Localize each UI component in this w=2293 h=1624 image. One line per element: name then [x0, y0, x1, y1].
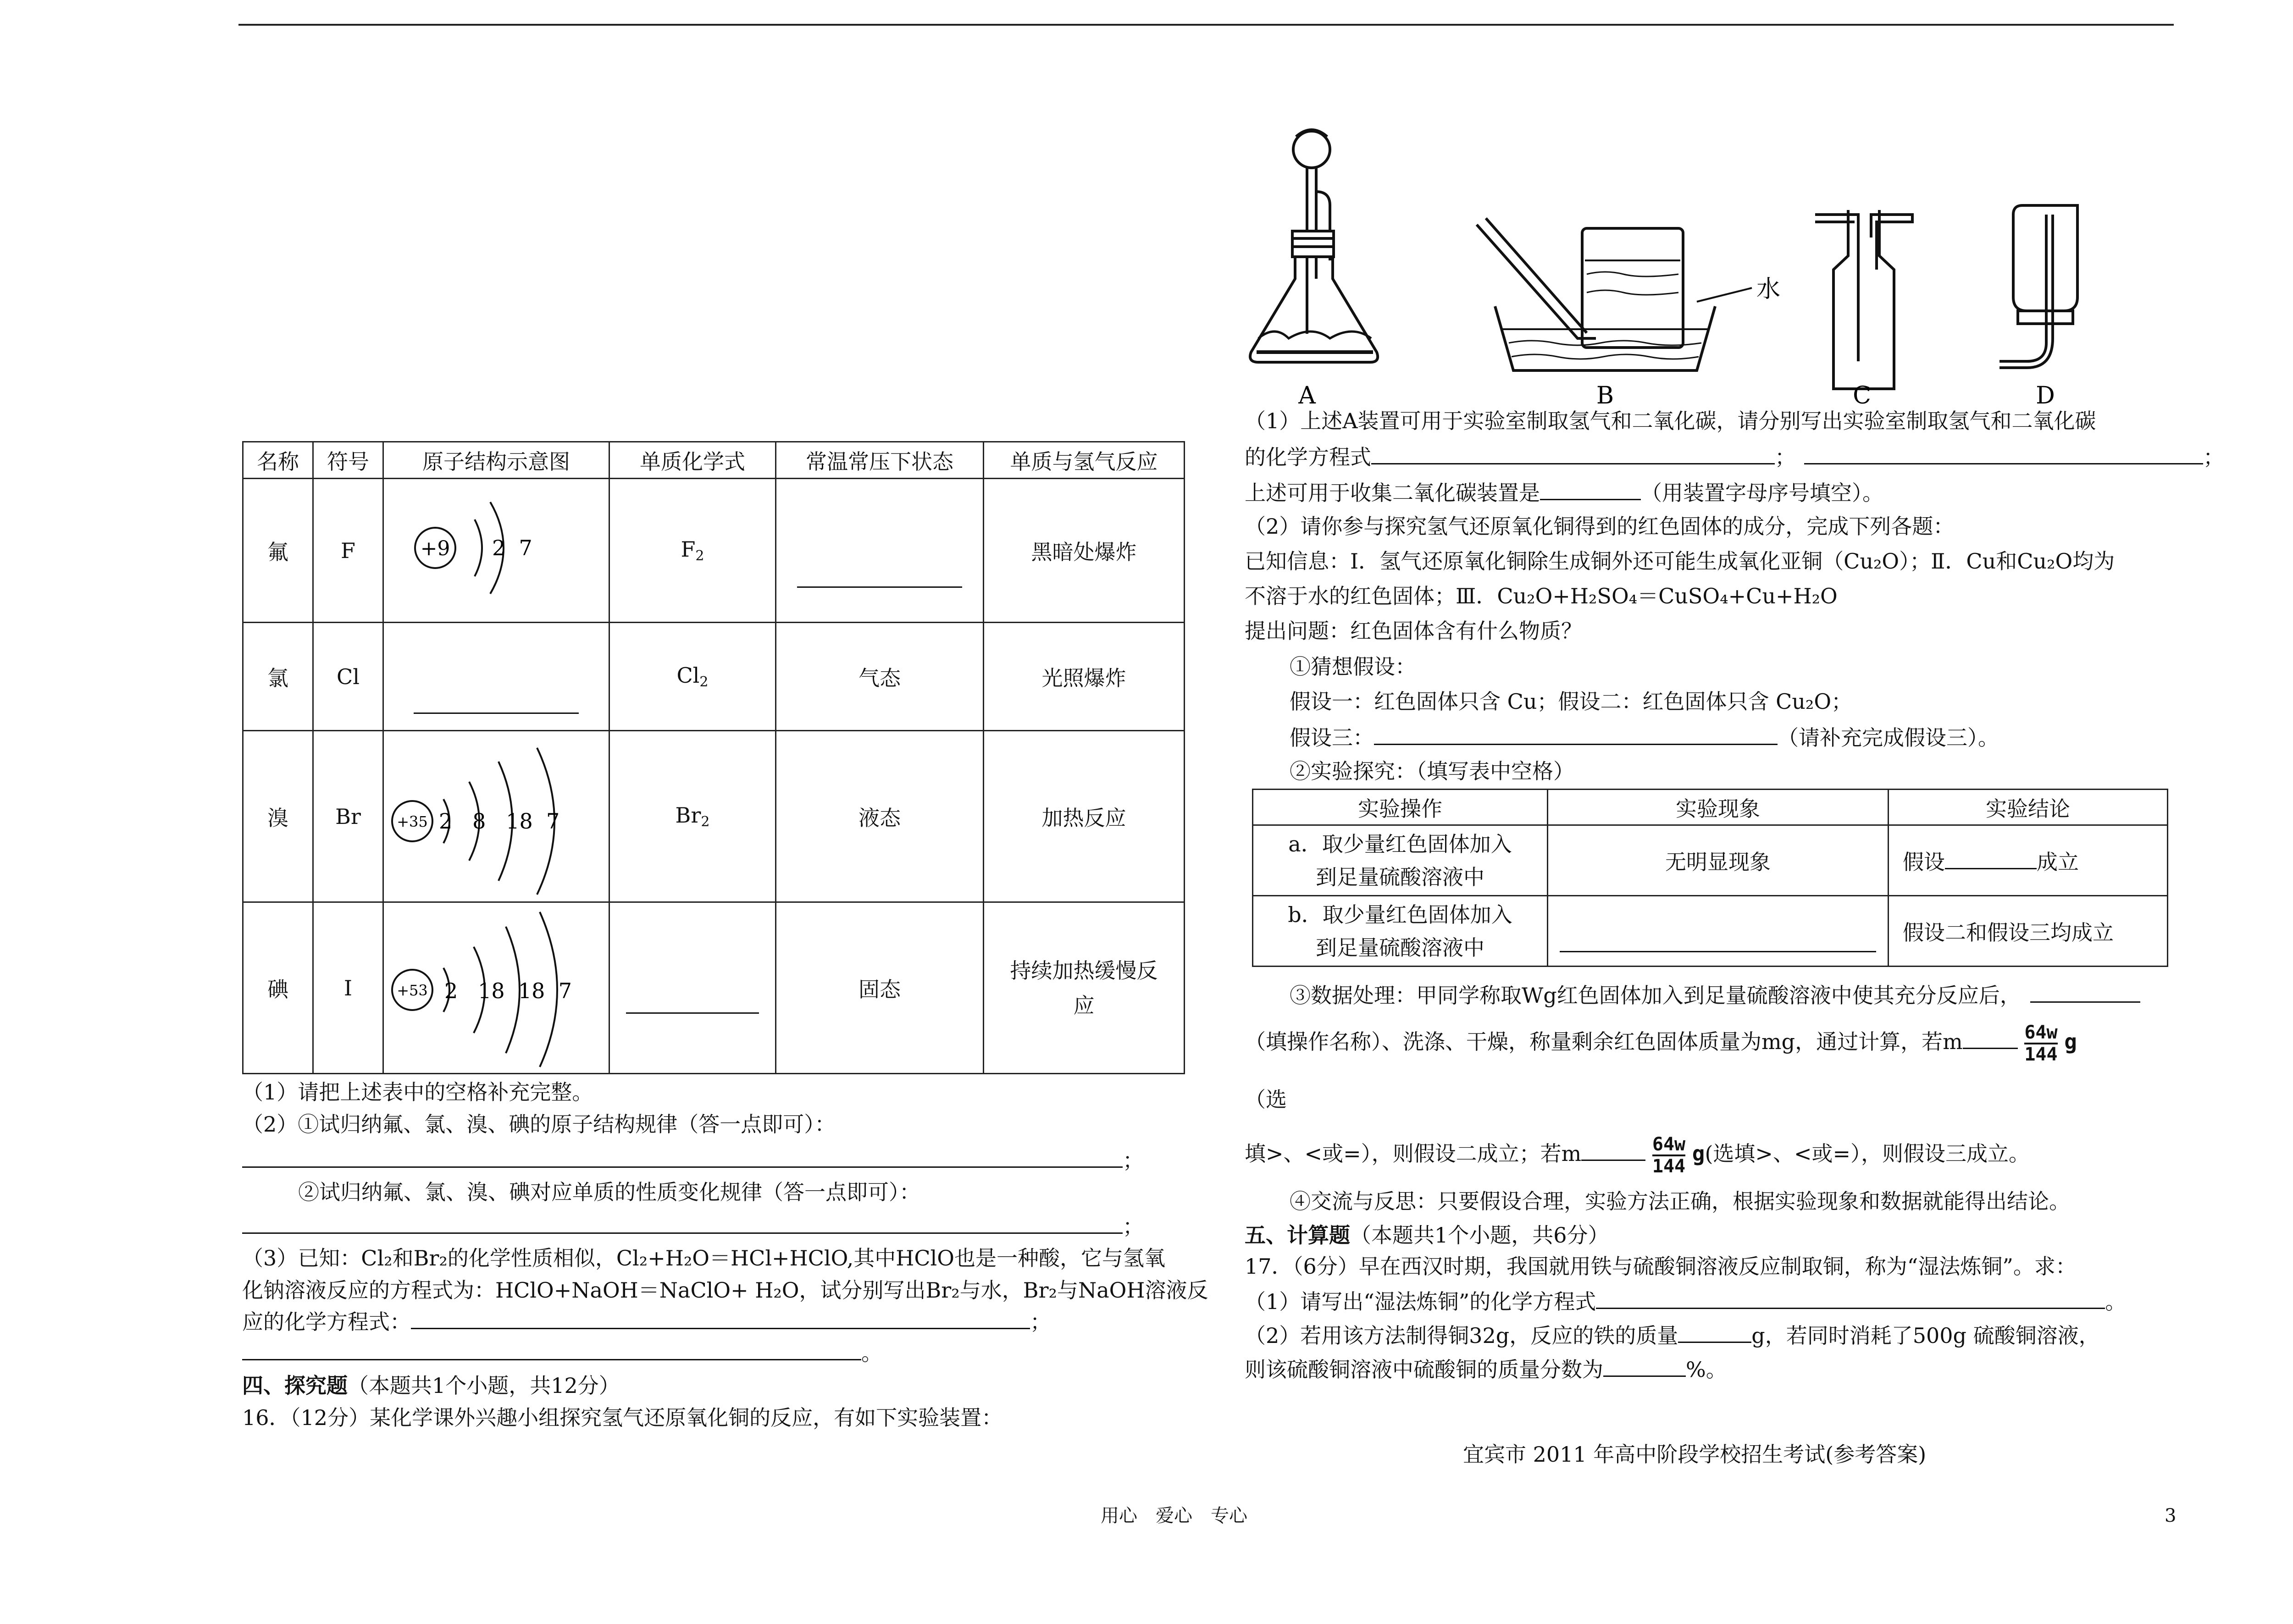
table-header: 符号	[313, 442, 383, 479]
answer-blank[interactable]	[1581, 1139, 1645, 1161]
answer-blank[interactable]	[1945, 848, 2037, 869]
p1-line-2: 的化学方程式 ； ；	[1245, 443, 2224, 471]
element-symbol: I	[313, 902, 383, 1074]
table-header: 单质化学式	[609, 442, 776, 479]
q17-sub-2: （2）若用该方法制得铜32g，反应的铁的质量 g，若同时消耗了500g 硫酸铜溶液，	[1245, 1321, 2100, 1349]
table-header: 单质与氢气反应	[984, 442, 1185, 479]
label-a: A	[1298, 382, 1316, 407]
element-formula: $Br_2$	[609, 731, 776, 902]
section-5-heading: 五、计算题（本题共1个小题，共6分）	[1245, 1223, 1609, 1248]
element-symbol: Cl	[313, 623, 383, 731]
table-row	[243, 479, 1185, 623]
shell-electrons: 2 7	[492, 536, 532, 560]
answer-blank[interactable]	[1371, 443, 1775, 464]
element-name: 溴	[243, 731, 313, 902]
nucleus-label: +9	[420, 537, 450, 560]
formula-blank-cell	[609, 902, 776, 1074]
answer-blank[interactable]	[1963, 1027, 2018, 1049]
q16-text: 16．（12分）某化学课外兴趣小组探究氢气还原氧化铜的反应，有如下实验装置：	[242, 1405, 1003, 1430]
info-line-1: 已知信息：Ⅰ．氢气还原氧化铜除生成铜外还可能生成氧化亚铜（Cu₂O）；Ⅱ．Cu和Cu₂O均为	[1245, 549, 2115, 574]
sub-q3-answer-line: ；	[242, 1212, 1144, 1240]
answer-blank[interactable]	[414, 694, 579, 714]
page-number: 3	[2165, 1505, 2177, 1526]
apparatus-figure	[1238, 123, 2137, 407]
hypothesis-3: 假设三： （请补充完成假设三）。	[1290, 724, 1999, 751]
sub-q1: （1）请把上述表中的空格补充完整。	[242, 1080, 593, 1105]
fraction: $\frac{64w}{144}$	[2024, 1022, 2058, 1065]
data-line-2: （填操作名称）、洗涤、干燥，称量剩余红色固体质量为mg，通过计算，若m $\frac{64w}{144}$ g	[1245, 1022, 2077, 1065]
nucleus-label: +35	[397, 813, 428, 830]
table-row	[243, 623, 1185, 731]
element-symbol: Br	[313, 731, 383, 902]
answer-blank[interactable]	[242, 1146, 1123, 1168]
answer-blank[interactable]	[242, 1339, 861, 1360]
label-c: C	[1853, 382, 1871, 407]
p2-text: （2）请你参与探究氢气还原氧化铜得到的红色固体的成分，完成下列各题：	[1245, 514, 1955, 539]
shell-electrons: 2 8 18 7	[439, 809, 560, 834]
fraction: $\frac{64w}{144}$	[1652, 1134, 1686, 1177]
element-table	[242, 441, 1185, 1074]
shell-electrons: 2 18 18 7	[444, 978, 572, 1003]
data-line-1: ③数据处理：甲同学称取Wg红色固体加入到足量硫酸溶液中使其充分反应后，	[1290, 981, 2140, 1009]
atom-diagram-blank-cell	[383, 623, 609, 731]
table-row	[1253, 825, 2168, 896]
element-state: 固态	[776, 902, 984, 1074]
header-rule	[238, 24, 2174, 26]
answer-blank[interactable]	[1596, 1287, 2105, 1309]
question-text: 提出问题：红色固体含有什么物质？	[1245, 619, 1582, 643]
apparatus-a-icon	[1250, 130, 1378, 362]
atom-diagram-iodine	[383, 902, 609, 1074]
answer-blank[interactable]	[1560, 933, 1876, 952]
operation-cell: a．取少量红色固体加入 到足量硫酸溶液中	[1253, 825, 1548, 896]
data-line-3: （选	[1245, 1087, 1287, 1112]
reflect-text: ④交流与反思：只要假设合理，实验方法正确，根据实验现象和数据就能得出结论。	[1290, 1189, 2070, 1214]
sub-q4-line-1: （3）已知：Cl₂和Br₂的化学性质相似，Cl₂+H₂O＝HCl+HClO,其中HClO也是一种酸，它与氢氧	[242, 1246, 1165, 1270]
p1-line-3: 上述可用于收集二氧化碳装置是 （用装置字母序号填空）。	[1245, 479, 1883, 507]
answer-blank[interactable]	[797, 568, 962, 588]
explore-text: ②实验探究：（填写表中空格）	[1290, 759, 1574, 784]
conclusion-cell: 假设二和假设三均成立	[1889, 896, 2168, 967]
answer-blank[interactable]	[411, 1308, 1030, 1329]
answer-blank[interactable]	[1374, 724, 1778, 745]
element-state: 气态	[776, 623, 984, 731]
table-row	[243, 902, 1185, 1074]
sub-q4-line-2: 化钠溶液反应的方程式为：HClO+NaOH＝NaClO+ H₂O，试分别写出Br₂与水，Br₂与NaOH溶液反	[242, 1278, 1208, 1303]
answer-blank[interactable]	[242, 1212, 1123, 1234]
sub-q2-answer-line: ；	[242, 1146, 1144, 1174]
label-b: B	[1596, 382, 1614, 407]
nucleus-label: +53	[397, 982, 428, 999]
q17-sub-1: （1）请写出“湿法炼铜”的化学方程式 。	[1245, 1287, 2126, 1315]
table-row	[243, 731, 1185, 902]
table-header: 常温常压下状态	[776, 442, 984, 479]
q17-text: 17．（6分）早在西汉时期，我国就用铁与硫酸铜溶液反应制取铜，称为“湿法炼铜”。求：	[1245, 1254, 2077, 1279]
element-name: 氯	[243, 623, 313, 731]
guess-text: ①猜想假设：	[1290, 654, 1416, 679]
state-blank-cell	[776, 479, 984, 623]
conclusion-cell: 假设 成立	[1889, 825, 2168, 896]
table-header: 原子结构示意图	[383, 442, 609, 479]
answer-blank[interactable]	[1603, 1355, 1686, 1377]
info-line-2: 不溶于水的红色固体；Ⅲ．Cu₂O+H₂SO₄＝CuSO₄+Cu+H₂O	[1245, 584, 1838, 608]
hypothesis-1-2: 假设一：红色固体只含 Cu；假设二：红色固体只含 Cu₂O；	[1290, 689, 1853, 714]
sub-q2: （2）①试归纳氟、氯、溴、碘的原子结构规律（答一点即可）：	[242, 1112, 836, 1137]
sub-q4-line-3: 应的化学方程式： ；	[242, 1308, 1051, 1336]
exam-title: 宜宾市 2011 年高中阶段学校招生考试(参考答案)	[1463, 1442, 1927, 1467]
footer-motto: 用心 爱心 专心	[1101, 1505, 1247, 1526]
element-state: 液态	[776, 731, 984, 902]
label-d: D	[2036, 382, 2055, 407]
section-4-heading: 四、探究题（本题共1个小题，共12分）	[242, 1373, 620, 1398]
sub-q3: ②试归纳氟、氯、溴、碘对应单质的性质变化规律（答一点即可）：	[298, 1180, 920, 1204]
element-name: 碘	[243, 902, 313, 1074]
atom-diagram-bromine	[383, 731, 609, 902]
p1-line-1: （1）上述A装置可用于实验室制取氢气和二氧化碳，请分别写出实验室制取氢气和二氧化碳	[1245, 409, 2096, 433]
sub-q4-line-4: 。	[242, 1339, 882, 1367]
h2-reaction: 加热反应	[984, 731, 1185, 902]
h2-reaction: 光照爆炸	[984, 623, 1185, 731]
element-formula: $F_2$	[609, 479, 776, 623]
apparatus-c-icon	[1815, 210, 1912, 389]
h2-reaction: 持续加热缓慢反应	[984, 902, 1185, 1074]
atom-diagram-fluorine	[383, 479, 609, 623]
apparatus-b-icon	[1477, 218, 1752, 370]
answer-blank[interactable]	[1540, 479, 1641, 500]
element-name: 氟	[243, 479, 313, 623]
apparatus-d-icon	[1999, 205, 2077, 368]
element-formula: $Cl_2$	[609, 623, 776, 731]
answer-blank[interactable]	[2030, 981, 2140, 1003]
data-line-4: 填>、<或=），则假设二成立；若m $\frac{64w}{144}$ g(选填>、<或=），则假设三成立。	[1245, 1134, 2030, 1177]
element-symbol: F	[313, 479, 383, 623]
answer-blank[interactable]	[1678, 1321, 1751, 1343]
table-header: 实验操作	[1253, 790, 1548, 825]
table-header: 名称	[243, 442, 313, 479]
experiment-table	[1252, 789, 2168, 967]
table-header: 实验结论	[1889, 790, 2168, 825]
phenomenon-blank-cell	[1548, 896, 1889, 967]
h2-reaction: 黑暗处爆炸	[984, 479, 1185, 623]
answer-blank[interactable]	[626, 994, 759, 1014]
table-row	[1253, 896, 2168, 967]
phenomenon-cell: 无明显现象	[1548, 825, 1889, 896]
table-header: 实验现象	[1548, 790, 1889, 825]
q17-sub-3: 则该硫酸铜溶液中硫酸铜的质量分数为 %。	[1245, 1355, 1727, 1383]
answer-blank[interactable]	[1804, 443, 2203, 464]
operation-cell: b．取少量红色固体加入 到足量硫酸溶液中	[1253, 896, 1548, 967]
water-label: 水	[1756, 276, 1781, 303]
